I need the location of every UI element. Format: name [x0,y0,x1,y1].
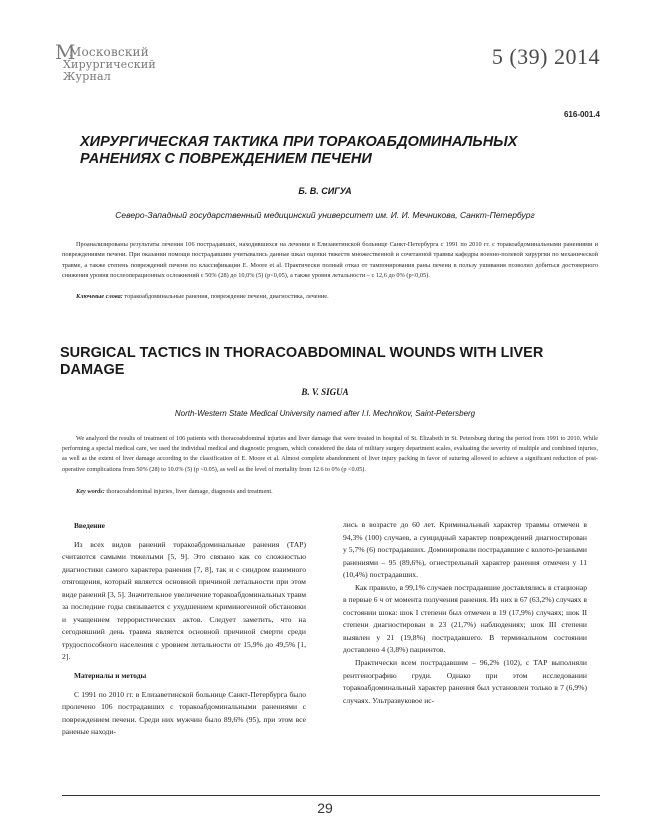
paragraph-right-1: лись в возрасте до 60 лет. Криминальный характер травмы отмечен в 94,3% (100) случаев, а суицидный характер повреждений диагностирован у 5,7% (6) пострадавших. Доминировали пострадавшие с колото-резаными ранениями – 95 (89,6%), огнестрельный характер ранения отмечен у 11 (10,4%) пострадавших. [343,520,587,580]
article-title-ru: ХИРУРГИЧЕСКАЯ ТАКТИКА ПРИ ТОРАКОАБДОМИНАЛЬНЫХ РАНЕНИЯХ С ПОВРЕЖДЕНИЕМ ПЕЧЕНИ [80,134,518,167]
paragraph-right-3: Практически всем пострадавшим – 96,2% (102), с ТАР выполняли рентгенографию груди. Однако при этом исследовании торакоабдоминальный характер ранения был установлен только в 7 (6,9%) случаях. Ультразвуковое ис- [343,658,587,705]
paragraph-right-2: Как правило, в 99,1% случаев пострадавшие доставлялись в стационар в первые 6 ч от момента получения ранения. Из них в 67 (63,2%) случаях в состоянии шока: шок I степени был отмечен в 19 (17,9%) случаях; шок II степени диагностирован в 23 (21,7%) наблюдениях; шок III степени выявлен у 21 (19,8%) пострадавшего. В терминальном состоянии доставлено 4 (3,8%) пациентов. [343,582,587,655]
abstract-ru: Проанализированы результаты лечения 106 пострадавших, находившихся на лечении в Елизаветинской больнице Санкт-Петербурга с 1991 по 2010 гг. с торакоабдоминальными ранениями и повреждениями печени. При оказании помощи пострадавшим учитывались данные шкал оценки тяжести множественной и сочетанной травмы кафедры военно-полевой хирургии по механической травме, а также степень повреждений печени по классификации E. Moore et al. Практически полный отказ от тампонирования раны печени в пользу ушивания позволил добиться достоверного снижения уровня послеоперационных осложнений с 50% (28) до 10,0% (5) (p<0,05), а также уровня летальности – с 12,6 до 0% (p<0,05). [62,241,598,280]
section-heading-intro: Введение [74,521,105,530]
issue-number: 5 (39) 2014 [491,44,600,69]
paragraph-intro: Из всех видов ранений торакоабдоминальные ранения (ТАР) считаются самыми тяжелыми [5, 9]. Это связано как со сложностью диагностики самого характера ранения [7, 8], так и с синдром взаимного отягощения, который является основной причиной летальности при этом виде ранений [3, 5]. Значительное увеличение торакоабдоминальных травм за последние годы связывается с ухудшением криминогенной обстановки и учащением террористических актов. Следует заметить, что на сегодняшний день травма является основной причиной смерти среди трудоспособного населения с уровнем летальности от 15,9% до 49,5% [1, 2]. [62,539,307,662]
article-title-en: SURGICAL TACTICS IN THORACOABDOMINAL WOUNDS WITH LIVER DAMAGE [60,345,544,378]
keywords-ru [76,292,596,302]
author-en: B. V. SIGUA [301,387,349,397]
footer-rule [62,795,600,796]
logo-initial-m: М [55,40,76,64]
journal-logo [55,40,175,90]
keywords-label-ru: Ключевые слова: [76,293,123,300]
body-column-right [343,519,587,707]
paragraph-methods: С 1991 по 2010 гг. в Елизаветинской больнице Санкт-Петербурга было пролечено 106 пострадавших с торакоабдоминальными ранениями с повреждением печени. Среди них мужчин было 89,6% (95), при этом все раненые находи- [62,689,306,737]
udc-code: 616-001.4 [563,110,600,119]
logo-line-2: Хирургический [63,58,156,71]
author-ru: Б. В. СИГУА [298,186,352,196]
affiliation-en: North-Western State Medical University named after I.I. Mechnikov, Saint-Petersberg [174,409,476,418]
keywords-en [76,487,596,497]
keywords-text-en: thoracoabdominal injuries, liver damage, diagnosis and treatment. [104,488,273,495]
body-column-left [62,520,306,739]
abstract-en: We analyzed the results of treatment of 106 patients with thoracoabdominal injuries and liver damage that were treated in hospital of St. Elizabeth in St. Petersburg during the period from 1991 to 2010. While performing a special medical care, we used the individual medical and diagnostic program, which considered the data of military surgery department scales, evaluating the severity of multiple and combined injuries, as well as the extent of liver damage according to the classification of E. Moore et al. Almost complete abandonment of liver injury packing in favor of suturing allowed to achieve a significant reduction of post-operative complications from 50% (28) to 10.0% (5) (p <0.05), as well as the level of mortality from 12.6 to 0% (p <0.05). [62,435,598,473]
keywords-label-en: Key words: [76,488,105,495]
logo-line-1: Московский [69,45,149,59]
keywords-text-ru: торакоабдоминальные ранения, повреждение печени, диагностика, лечение. [122,293,329,300]
page-number: 29 [317,800,333,816]
affiliation-ru: Северо-Западный государственный медицинский университет им. И. И. Мечникова, Санкт-Петербург [115,210,535,220]
section-heading-methods: Материалы и методы [74,671,147,681]
logo-line-3: Журнал [63,70,111,83]
